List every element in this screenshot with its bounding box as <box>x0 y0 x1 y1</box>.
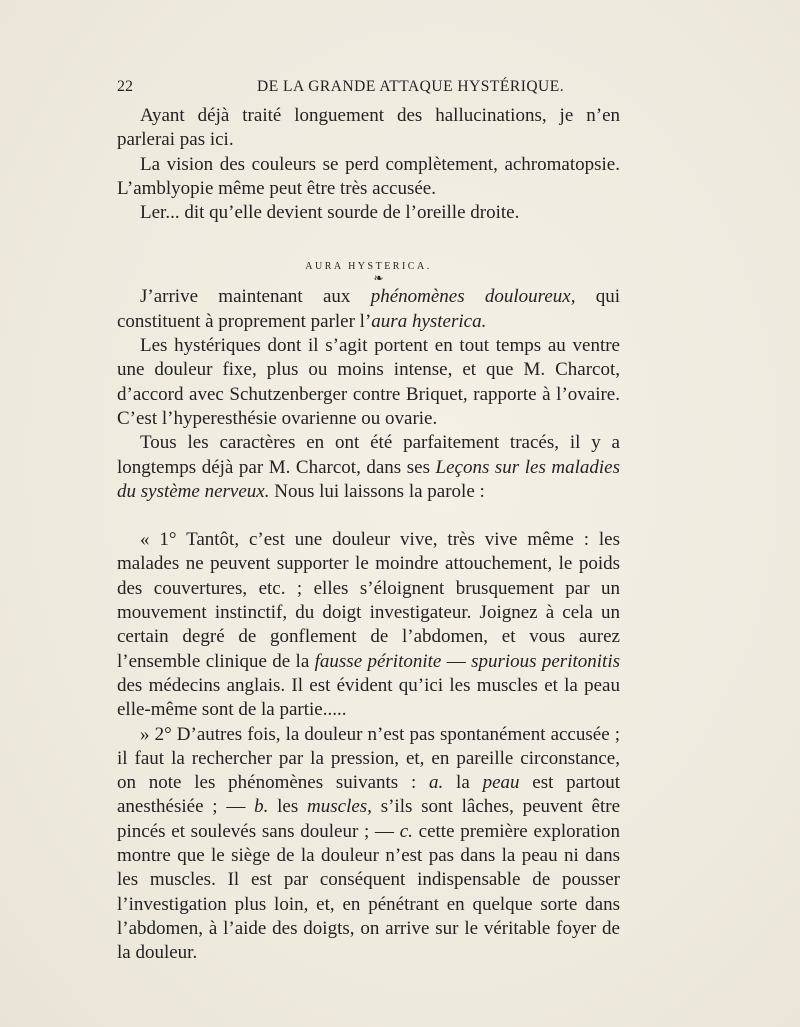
ornament-icon: ❧ <box>373 271 384 286</box>
paragraph-deafness: Ler... dit qu’elle devient sourde de l’oreille droite. <box>140 202 520 224</box>
body-text <box>117 104 620 966</box>
paragraph-ovarie: Les hystériques dont il s’agit portent en tout temps au ventre une douleur fixe, plus ou moins intense, et que M. Charcot, d’accord avec Schutzenberger contre Briquet, rapporte à l’ovaire. C’est l’hyperesthésie ovarienne ou ovarie. <box>117 335 620 429</box>
paragraph-hallucinations: Ayant déjà traité longuement des hallucinations, je n’en parlerai pas ici. <box>117 105 620 151</box>
paragraph-charcot: Tous les caractères en ont été parfaitement tracés, il y a longtemps déjà par M. Charcot, dans ses Leçons sur les maladies du système nerveux. Nous lui laissons la parole : <box>117 432 621 502</box>
quote-paragraph-1: « 1° Tantôt, c’est une douleur vive, très vive même : les malades ne peuvent supporter le moindre attouchement, le poids des couvertures, etc. ; elles s’éloignent brusquement par un mouvement instinctif, du doigt investigateur. Joignez à cela un certain degré de gonflement de l’abdomen, et vous aurez l’ensemble clinique de la fausse péritonite — spurious peritonitis des médecins anglais. Il est évident qu’ici les muscles et la peau elle-même sont de la partie..... <box>117 529 620 721</box>
running-title: DE LA GRANDE ATTAQUE HYSTÉRIQUE. <box>257 78 565 95</box>
paragraph-aura: J’arrive maintenant aux phénomènes douloureux, qui constituent à proprement parler l’aura hysterica. <box>117 286 621 332</box>
paragraph-vision: La vision des couleurs se perd complètement, achromatopsie. L’amblyopie même peut être très accusée. <box>117 153 620 199</box>
page-number: 22 <box>117 78 133 95</box>
spacer <box>117 504 620 528</box>
running-head <box>117 78 620 100</box>
quote-paragraph-2: » 2° D’autres fois, la douleur n’est pas spontanément accusée ; il faut la rechercher par la pression, et, en pareille circonstance, on note les phénomènes suivants : a. la peau est partout anesthésiée ; — b. les muscles, s’ils sont lâches, peuvent être pincés et soulevés sans douleur ; — c. cette première exploration montre que le siège de la douleur n’est pas dans la peau ni dans les muscles. Il est par conséquent indispensable de pousser l’investigation plus loin, et, en pénétrant en quelque sorte dans l’abdomen, à l’aide des doigts, on arrive sur le véritable foyer de la douleur. <box>117 723 620 964</box>
section-heading: AURA HYSTERICA. <box>305 261 432 273</box>
